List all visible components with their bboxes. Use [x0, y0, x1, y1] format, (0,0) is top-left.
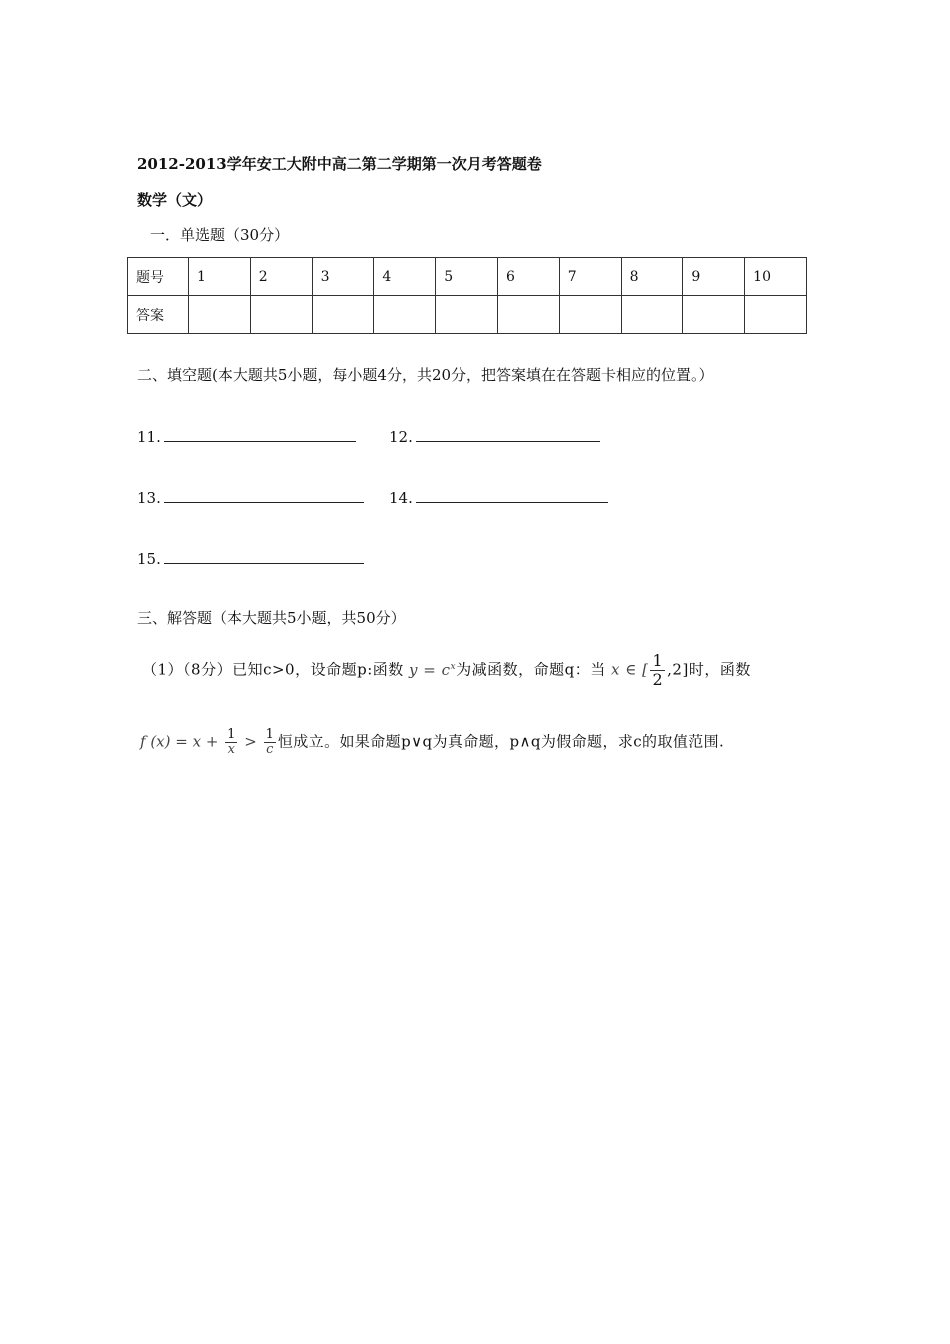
interval-x: x ∈ [	[611, 660, 649, 679]
problem1-prefix: （1）（8分）已知c>0，设命题p:函数	[142, 660, 404, 679]
question-number-cell: 6	[497, 258, 559, 296]
fraction-1-over-c	[264, 728, 276, 757]
question-number-cell: 3	[312, 258, 374, 296]
question-number-cell: 10	[745, 258, 807, 296]
answer-cell[interactable]	[374, 296, 436, 334]
problem1-line2	[140, 728, 724, 757]
blank-number: 11.	[137, 428, 161, 446]
table-row-numbers	[128, 258, 807, 296]
fill-blank-13	[137, 486, 364, 507]
blank-number: 15.	[137, 550, 161, 568]
row-label-number: 题号	[128, 258, 189, 296]
section1-heading: 一．单选题（30分）	[150, 226, 290, 244]
function-f-lhs: f (x) = x +	[140, 732, 219, 751]
question-number-cell: 4	[374, 258, 436, 296]
row-label-answer: 答案	[128, 296, 189, 334]
problem1-line1	[142, 652, 751, 689]
blank-number: 12.	[389, 428, 413, 446]
frac1-denominator: x	[227, 742, 235, 757]
question-number-cell: 5	[436, 258, 498, 296]
answer-cell[interactable]	[559, 296, 621, 334]
interval-end: ,2]	[667, 660, 689, 679]
answer-line[interactable]	[416, 486, 608, 503]
answer-cell[interactable]	[436, 296, 498, 334]
interval-denominator: 2	[652, 670, 664, 689]
function-p-exponent: x	[450, 661, 457, 672]
question-number-cell: 1	[189, 258, 251, 296]
answer-line[interactable]	[164, 547, 364, 564]
problem1-middle: 为减函数，命题q：当	[456, 660, 606, 679]
answer-table	[127, 257, 807, 334]
answer-cell[interactable]	[621, 296, 683, 334]
fill-blank-12	[389, 425, 600, 446]
table-row-answers	[128, 296, 807, 334]
fill-blank-11	[137, 425, 356, 446]
question-number-cell: 7	[559, 258, 621, 296]
frac1-numerator: 1	[227, 727, 236, 742]
section2-heading: 二、填空题(本大题共5小题，每小题4分，共20分，把答案填在在答题卡相应的位置。）	[137, 366, 714, 384]
answer-cell[interactable]	[497, 296, 559, 334]
answer-cell[interactable]	[312, 296, 374, 334]
section3-heading: 三、解答题（本大题共5小题，共50分）	[137, 609, 406, 627]
question-number-cell: 8	[621, 258, 683, 296]
answer-cell[interactable]	[683, 296, 745, 334]
question-number-cell: 2	[250, 258, 312, 296]
subject-label: 数学（文）	[137, 191, 213, 209]
question-number-cell: 9	[683, 258, 745, 296]
fraction-1-over-x	[225, 728, 237, 757]
answer-cell[interactable]	[189, 296, 251, 334]
problem1-suffix: 时，函数	[688, 660, 751, 679]
function-p	[409, 661, 456, 679]
frac2-denominator: c	[266, 742, 274, 757]
page-title: 2012-2013学年安工大附中高二第二学期第一次月考答题卷	[137, 155, 542, 173]
answer-line[interactable]	[416, 425, 600, 442]
blank-number: 13.	[137, 489, 161, 507]
answer-cell[interactable]	[745, 296, 807, 334]
interval-fraction	[650, 652, 665, 689]
fill-blank-14	[389, 486, 608, 507]
answer-cell[interactable]	[250, 296, 312, 334]
fill-blank-15	[137, 547, 364, 568]
blank-number: 14.	[389, 489, 413, 507]
interval-numerator: 1	[652, 651, 664, 670]
function-p-base: y = c	[409, 660, 451, 679]
answer-line[interactable]	[164, 486, 364, 503]
problem1-conclusion: 恒成立。如果命题p∨q为真命题，p∧q为假命题，求c的取值范围.	[277, 732, 725, 751]
answer-line[interactable]	[164, 425, 356, 442]
frac2-numerator: 1	[265, 727, 274, 742]
greater-than-sign: >	[244, 732, 257, 751]
